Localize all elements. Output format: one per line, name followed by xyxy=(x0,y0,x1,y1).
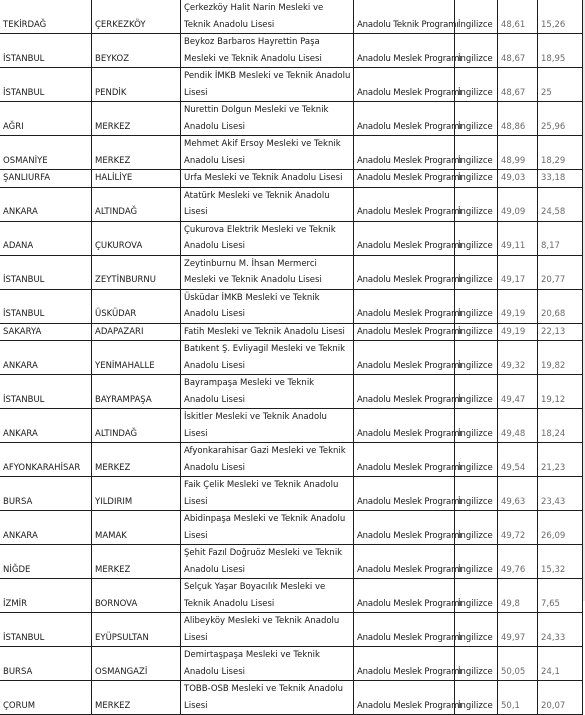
cell-school: Zeytinburnu M. İhsan Mermerci Mesleki ve Teknik Anadolu Lisesi xyxy=(181,255,354,289)
cell-district: MERKEZ xyxy=(92,545,181,579)
cell-program: Anadolu Meslek Programı xyxy=(354,323,455,341)
cell-district: ÇUKUROVA xyxy=(92,221,181,255)
table-row xyxy=(0,443,583,477)
table-row xyxy=(0,545,583,579)
cell-program: Anadolu Meslek Programı xyxy=(354,647,455,681)
cell-district: HALİLİYE xyxy=(92,170,181,188)
table-row xyxy=(0,221,583,255)
cell-years: 24,58 xyxy=(538,187,583,221)
cell-score: 50,1 xyxy=(498,681,538,715)
cell-district: PENDİK xyxy=(92,68,181,102)
cell-city: NİĞDE xyxy=(0,545,92,579)
cell-score: 50,05 xyxy=(498,647,538,681)
cell-language: İngilizce xyxy=(455,34,498,68)
cell-years: 20,68 xyxy=(538,289,583,323)
cell-years: 19,12 xyxy=(538,375,583,409)
cell-program: Anadolu Meslek Programı xyxy=(354,613,455,647)
cell-score: 49,19 xyxy=(498,289,538,323)
cell-program: Anadolu Meslek Programı xyxy=(354,136,455,170)
cell-score: 49,8 xyxy=(498,579,538,613)
cell-school: Afyonkarahisar Gazi Mesleki ve Teknik Anadolu Lisesi xyxy=(181,443,354,477)
cell-program: Anadolu Meslek Programı xyxy=(354,443,455,477)
cell-city: ÇORUM xyxy=(0,681,92,715)
cell-program: Anadolu Meslek Programı xyxy=(354,68,455,102)
cell-school: Faik Çelik Mesleki ve Teknik Anadolu Lisesi xyxy=(181,477,354,511)
cell-district: EYÜPSULTAN xyxy=(92,613,181,647)
cell-program: Anadolu Meslek Programı xyxy=(354,187,455,221)
cell-years: 21,23 xyxy=(538,443,583,477)
cell-district: BEYKOZ xyxy=(92,34,181,68)
cell-city: BURSA xyxy=(0,477,92,511)
cell-years: 24,1 xyxy=(538,647,583,681)
table-row xyxy=(0,613,583,647)
cell-school: Demirtaşpaşa Mesleki ve Teknik Anadolu Lisesi xyxy=(181,647,354,681)
cell-language: İngilizce xyxy=(455,323,498,341)
cell-city: İZMİR xyxy=(0,579,92,613)
cell-years: 24,33 xyxy=(538,613,583,647)
cell-years: 19,82 xyxy=(538,341,583,375)
cell-program: Anadolu Meslek Programı xyxy=(354,221,455,255)
cell-school: Urfa Mesleki ve Teknik Anadolu Lisesi xyxy=(181,170,354,188)
cell-language: İngilizce xyxy=(455,681,498,715)
cell-years: 23,43 xyxy=(538,477,583,511)
cell-district: OSMANGAZİ xyxy=(92,647,181,681)
cell-years: 26,09 xyxy=(538,511,583,545)
cell-school: Mehmet Akif Ersoy Mesleki ve Teknik Anadolu Lisesi xyxy=(181,136,354,170)
cell-program: Anadolu Meslek Programı xyxy=(354,681,455,715)
cell-program: Anadolu Meslek Programı xyxy=(354,170,455,188)
cell-city: İSTANBUL xyxy=(0,375,92,409)
table-row xyxy=(0,579,583,613)
cell-school: TOBB-OSB Mesleki ve Teknik Anadolu Lisesi xyxy=(181,681,354,715)
cell-district: YENİMAHALLE xyxy=(92,341,181,375)
cell-school: Çerkezköy Halit Narin Mesleki ve Teknik Anadolu Lisesi xyxy=(181,0,354,34)
cell-city: OSMANİYE xyxy=(0,136,92,170)
cell-score: 48,61 xyxy=(498,0,538,34)
cell-school: Bayrampaşa Mesleki ve Teknik Anadolu Lisesi xyxy=(181,375,354,409)
cell-language: İngilizce xyxy=(455,187,498,221)
cell-score: 49,19 xyxy=(498,323,538,341)
cell-district: BAYRAMPAŞA xyxy=(92,375,181,409)
cell-district: MERKEZ xyxy=(92,681,181,715)
cell-score: 49,03 xyxy=(498,170,538,188)
cell-school: Üsküdar İMKB Mesleki ve Teknik Anadolu Lisesi xyxy=(181,289,354,323)
cell-program: Anadolu Meslek Programı xyxy=(354,545,455,579)
cell-score: 48,67 xyxy=(498,34,538,68)
cell-city: ANKARA xyxy=(0,341,92,375)
cell-score: 49,48 xyxy=(498,409,538,443)
cell-score: 49,32 xyxy=(498,341,538,375)
table-row xyxy=(0,341,583,375)
cell-city: TEKİRDAĞ xyxy=(0,0,92,34)
cell-score: 49,72 xyxy=(498,511,538,545)
table-row xyxy=(0,323,583,341)
cell-district: ÇERKEZKÖY xyxy=(92,0,181,34)
cell-program: Anadolu Meslek Programı xyxy=(354,409,455,443)
cell-city: İSTANBUL xyxy=(0,68,92,102)
cell-city: ADANA xyxy=(0,221,92,255)
table-row xyxy=(0,136,583,170)
cell-city: AFYONKARAHİSAR xyxy=(0,443,92,477)
cell-score: 49,76 xyxy=(498,545,538,579)
cell-years: 20,77 xyxy=(538,255,583,289)
cell-district: ALTINDAĞ xyxy=(92,187,181,221)
cell-school: Fatih Mesleki ve Teknik Anadolu Lisesi xyxy=(181,323,354,341)
cell-district: ÜSKÜDAR xyxy=(92,289,181,323)
cell-district: ZEYTİNBURNU xyxy=(92,255,181,289)
cell-district: MERKEZ xyxy=(92,102,181,136)
cell-city: ANKARA xyxy=(0,511,92,545)
cell-language: İngilizce xyxy=(455,545,498,579)
cell-city: ANKARA xyxy=(0,409,92,443)
table-row xyxy=(0,68,583,102)
cell-score: 48,67 xyxy=(498,68,538,102)
cell-program: Anadolu Meslek Programı xyxy=(354,255,455,289)
table-row xyxy=(0,102,583,136)
cell-program: Anadolu Meslek Programı xyxy=(354,102,455,136)
cell-years: 15,26 xyxy=(538,0,583,34)
cell-city: ŞANLIURFA xyxy=(0,170,92,188)
cell-score: 49,47 xyxy=(498,375,538,409)
cell-years: 20,07 xyxy=(538,681,583,715)
cell-district: ALTINDAĞ xyxy=(92,409,181,443)
cell-program: Anadolu Meslek Programı xyxy=(354,579,455,613)
cell-district: ADAPAZARI xyxy=(92,323,181,341)
cell-school: Nurettin Dolgun Mesleki ve Teknik Anadolu Lisesi xyxy=(181,102,354,136)
table-row xyxy=(0,477,583,511)
cell-city: İSTANBUL xyxy=(0,255,92,289)
cell-program: Anadolu Teknik Programı xyxy=(354,0,455,34)
cell-school: İskitler Mesleki ve Teknik Anadolu Lisesi xyxy=(181,409,354,443)
cell-district: YILDIRIM xyxy=(92,477,181,511)
cell-district: MAMAK xyxy=(92,511,181,545)
cell-school: Pendik İMKB Mesleki ve Teknik Anadolu Lisesi xyxy=(181,68,354,102)
cell-district: BORNOVA xyxy=(92,579,181,613)
cell-language: İngilizce xyxy=(455,647,498,681)
cell-years: 18,24 xyxy=(538,409,583,443)
cell-city: İSTANBUL xyxy=(0,289,92,323)
table-row xyxy=(0,0,583,34)
cell-school: Beykoz Barbaros Hayrettin Paşa Mesleki ve Teknik Anadolu Lisesi xyxy=(181,34,354,68)
cell-program: Anadolu Meslek Programı xyxy=(354,289,455,323)
cell-language: İngilizce xyxy=(455,579,498,613)
cell-city: BURSA xyxy=(0,647,92,681)
cell-city: SAKARYA xyxy=(0,323,92,341)
cell-school: Alibeyköy Mesleki ve Teknik Anadolu Lisesi xyxy=(181,613,354,647)
cell-city: İSTANBUL xyxy=(0,613,92,647)
cell-years: 25,96 xyxy=(538,102,583,136)
cell-language: İngilizce xyxy=(455,170,498,188)
cell-language: İngilizce xyxy=(455,136,498,170)
cell-language: İngilizce xyxy=(455,409,498,443)
cell-language: İngilizce xyxy=(455,375,498,409)
cell-program: Anadolu Meslek Programı xyxy=(354,34,455,68)
table-row xyxy=(0,170,583,188)
cell-score: 49,09 xyxy=(498,187,538,221)
cell-score: 49,63 xyxy=(498,477,538,511)
cell-program: Anadolu Meslek Programı xyxy=(354,341,455,375)
cell-score: 49,17 xyxy=(498,255,538,289)
table-row xyxy=(0,375,583,409)
cell-school: Selçuk Yaşar Boyacılık Mesleki ve Teknik Anadolu Lisesi xyxy=(181,579,354,613)
cell-years: 7,65 xyxy=(538,579,583,613)
cell-language: İngilizce xyxy=(455,289,498,323)
table-row xyxy=(0,409,583,443)
cell-language: İngilizce xyxy=(455,613,498,647)
cell-language: İngilizce xyxy=(455,0,498,34)
cell-score: 49,54 xyxy=(498,443,538,477)
cell-score: 48,99 xyxy=(498,136,538,170)
table-row xyxy=(0,681,583,715)
cell-language: İngilizce xyxy=(455,221,498,255)
cell-years: 25 xyxy=(538,68,583,102)
cell-program: Anadolu Meslek Programı xyxy=(354,375,455,409)
cell-language: İngilizce xyxy=(455,102,498,136)
table-row xyxy=(0,187,583,221)
cell-years: 33,18 xyxy=(538,170,583,188)
cell-years: 8,17 xyxy=(538,221,583,255)
table-row xyxy=(0,647,583,681)
table-row xyxy=(0,34,583,68)
cell-years: 22,13 xyxy=(538,323,583,341)
table-row xyxy=(0,511,583,545)
cell-city: ANKARA xyxy=(0,187,92,221)
cell-score: 49,11 xyxy=(498,221,538,255)
table-row xyxy=(0,255,583,289)
cell-program: Anadolu Meslek Programı xyxy=(354,477,455,511)
cell-score: 49,97 xyxy=(498,613,538,647)
cell-school: Abidinpaşa Mesleki ve Teknik Anadolu Lisesi xyxy=(181,511,354,545)
cell-years: 15,32 xyxy=(538,545,583,579)
cell-district: MERKEZ xyxy=(92,136,181,170)
cell-program: Anadolu Meslek Programı xyxy=(354,511,455,545)
cell-score: 48,86 xyxy=(498,102,538,136)
table-row xyxy=(0,289,583,323)
cell-school: Şehit Fazıl Doğruöz Mesleki ve Teknik Anadolu Lisesi xyxy=(181,545,354,579)
cell-school: Batıkent Ş. Evliyagil Mesleki ve Teknik Anadolu Lisesi xyxy=(181,341,354,375)
cell-language: İngilizce xyxy=(455,255,498,289)
cell-city: İSTANBUL xyxy=(0,34,92,68)
cell-language: İngilizce xyxy=(455,511,498,545)
cell-school: Çukurova Elektrik Mesleki ve Teknik Anadolu Lisesi xyxy=(181,221,354,255)
cell-district: MERKEZ xyxy=(92,443,181,477)
cell-language: İngilizce xyxy=(455,341,498,375)
cell-years: 18,29 xyxy=(538,136,583,170)
cell-language: İngilizce xyxy=(455,477,498,511)
cell-city: AĞRI xyxy=(0,102,92,136)
cell-language: İngilizce xyxy=(455,443,498,477)
cell-years: 18,95 xyxy=(538,34,583,68)
cell-language: İngilizce xyxy=(455,68,498,102)
cell-school: Atatürk Mesleki ve Teknik Anadolu Lisesi xyxy=(181,187,354,221)
